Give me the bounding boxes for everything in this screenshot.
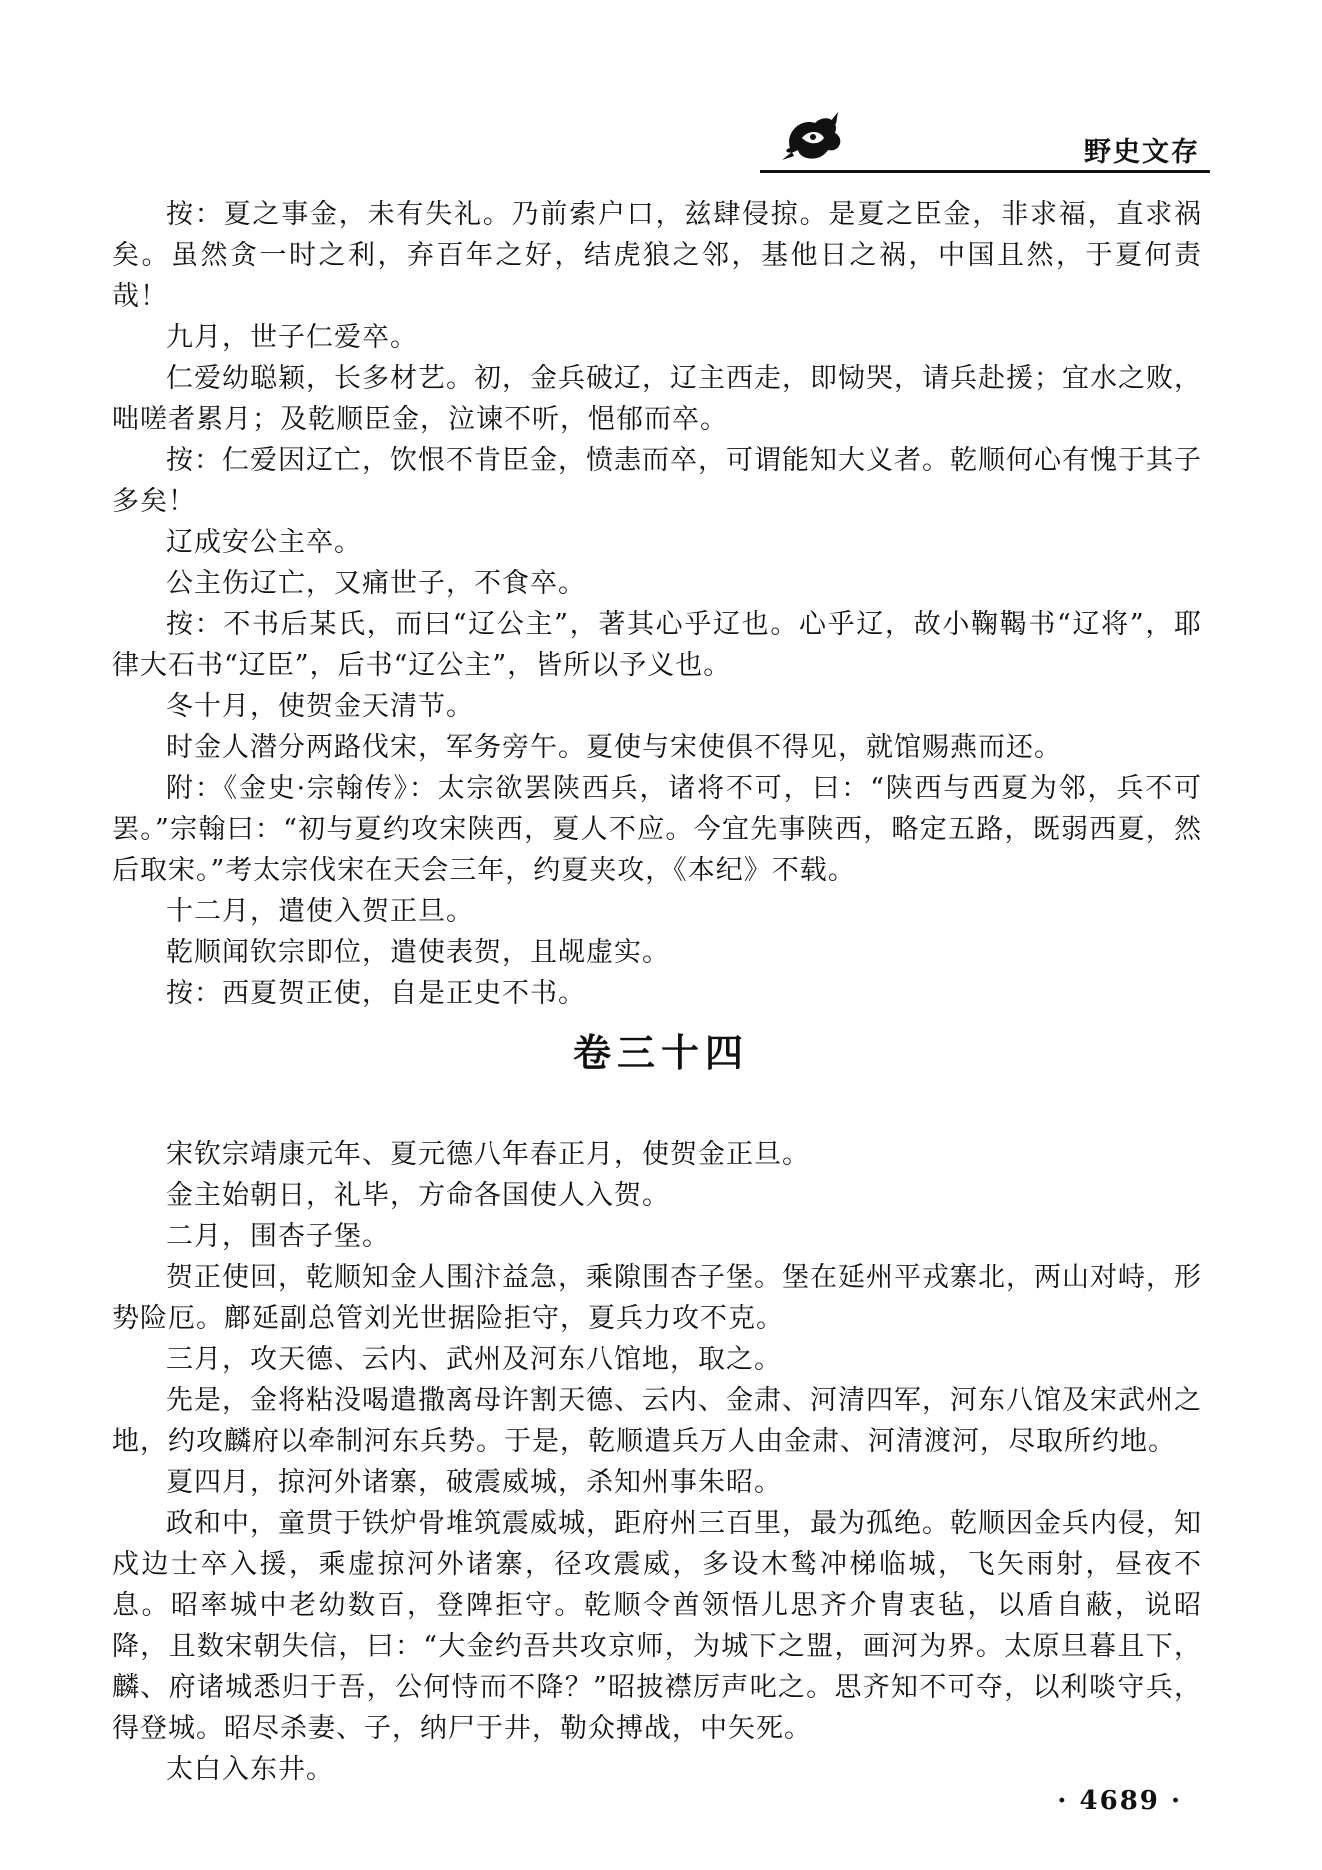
paragraph: 按：夏之事金，未有失礼。乃前索户口，兹肆侵掠。是夏之臣金，非求福，直求祸矣。虽然贪一时之利，弃百年之好，结虎狼之邻，基他日之祸，中国且然，于夏何责哉！ <box>112 199 1202 312</box>
paragraph: 夏四月，掠河外诸寨，破震威城，杀知州事朱昭。 <box>166 1467 782 1498</box>
paragraph: 按：仁爱因辽亡，饮恨不肯臣金，愤恚而卒，可谓能知大义者。乾顺何心有愧于其子多矣！ <box>112 445 1202 517</box>
paragraph: 公主伤辽亡，又痛世子，不食卒。 <box>166 568 586 599</box>
paragraph: 太白入东井。 <box>166 1754 334 1785</box>
page-number: · 4689 · <box>1057 1786 1182 1816</box>
text-section-before <box>112 194 1202 1014</box>
dragon-emblem-icon <box>780 108 850 168</box>
paragraph: 先是，金将粘没喝遣撒离母许割天德、云内、金肃、河清四军，河东八馆及宋武州之地，约攻麟府以牵制河东兵势。于是，乾顺遣兵万人由金肃、河清渡河，尽取所约地。 <box>112 1385 1202 1457</box>
paragraph: 二月，围杏子堡。 <box>166 1221 390 1252</box>
paragraph: 乾顺闻钦宗即位，遣使表贺，且觇虚实。 <box>166 937 670 968</box>
paragraph: 政和中，童贯于铁炉骨堆筑震威城，距府州三百里，最为孤绝。乾顺因金兵内侵，知戍边士卒入援，乘虚掠河外诸寨，径攻震威，多设木鹙冲梯临城，飞矢雨射，昼夜不息。昭率城中老幼数百，登陴拒守。乾顺令酋领悟儿思齐介胄衷毡，以盾自蔽，说昭降，且数宋朝失信，曰：“大金约吾共攻京师，为城下之盟，画河为界。太原旦暮且下，麟、府诸城悉归于吾，公何恃而不降？”昭披襟厉声叱之。思齐知不可夺，以利啖守兵，得登城。昭尽杀妻、子，纳尸于井，勒众搏战，中矢死。 <box>112 1508 1202 1744</box>
paragraph: 九月，世子仁爱卒。 <box>166 322 418 353</box>
header-rule <box>760 170 1210 173</box>
paragraph: 金主始朝日，礼毕，方命各国使人入贺。 <box>166 1180 670 1211</box>
paragraph: 贺正使回，乾顺知金人围汴益急，乘隙围杏子堡。堡在延州平戎寨北，两山对峙，形势险厄。鄜延副总管刘光世据险拒守，夏兵力攻不克。 <box>112 1262 1202 1334</box>
paragraph: 时金人潜分两路伐宋，军务旁午。夏使与宋使俱不得见，就馆赐燕而还。 <box>166 732 1062 763</box>
paragraph: 仁爱幼聪颖，长多材艺。初，金兵破辽，辽主西走，即恸哭，请兵赴援；宜水之败，咄嗟者累月；及乾顺臣金，泣谏不听，悒郁而卒。 <box>112 363 1202 435</box>
page-header <box>760 100 1210 170</box>
paragraph: 按：不书后某氏，而曰“辽公主”，著其心乎辽也。心乎辽，故小鞠鞨书“辽将”，耶律大石书“辽臣”，后书“辽公主”，皆所以予义也。 <box>112 609 1202 681</box>
paragraph: 附：《金史·宗翰传》：太宗欲罢陕西兵，诸将不可，曰：“陕西与西夏为邻，兵不可罢。”宗翰曰：“初与夏约攻宋陕西，夏人不应。今宜先事陕西，略定五路，既弱西夏，然后取宋。”考太宗伐宋在天会三年，约夏夹攻，《本纪》不载。 <box>112 773 1202 886</box>
series-title: 野史文存 <box>1084 137 1200 168</box>
text-section-after <box>112 1134 1202 1790</box>
paragraph: 宋钦宗靖康元年、夏元德八年春正月，使贺金正旦。 <box>166 1139 810 1170</box>
paragraph: 十二月，遣使入贺正旦。 <box>166 896 474 927</box>
paragraph: 冬十月，使贺金天清节。 <box>166 691 474 722</box>
paragraph: 辽成安公主卒。 <box>166 527 362 558</box>
volume-title: 卷三十四 <box>572 1031 749 1075</box>
paragraph: 三月，攻天德、云内、武州及河东八馆地，取之。 <box>166 1344 782 1375</box>
paragraph: 按：西夏贺正使，自是正史不书。 <box>166 978 586 1009</box>
